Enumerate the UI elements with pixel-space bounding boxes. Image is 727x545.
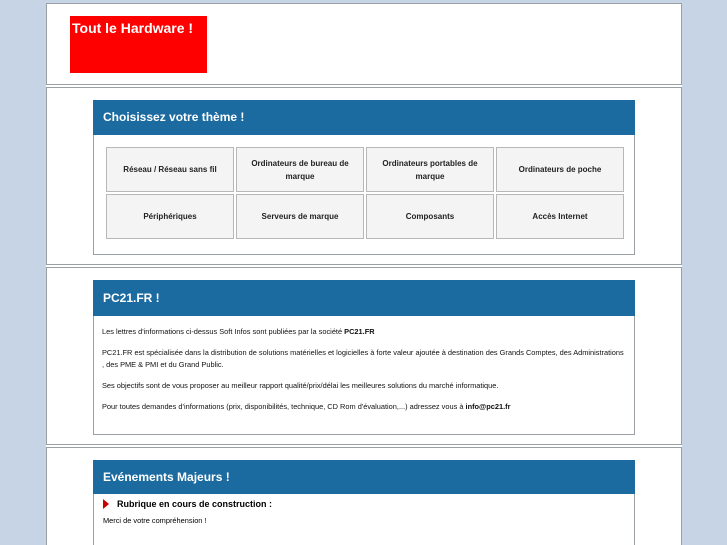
page-container: [46, 3, 682, 545]
theme-ordinateurs-poche[interactable]: Ordinateurs de poche: [496, 147, 624, 192]
pc21-email-link[interactable]: info@pc21.fr: [465, 402, 511, 411]
theme-section-title: Choisissez votre thème !: [93, 100, 635, 135]
pc21-paragraph-3: Ses objectifs sont de vous proposer au meilleur rapport qualité/prix/délai les meilleures solutions du marché informatique.: [102, 381, 499, 390]
site-logo[interactable]: [70, 16, 207, 73]
theme-peripheriques[interactable]: Périphériques: [106, 194, 234, 239]
events-panel: [93, 494, 635, 545]
pc21-paragraph-1: Les lettres d'informations ci-dessus Soft Infos sont publiées par la société PC21.FR: [102, 327, 375, 336]
events-item-message: Merci de votre compréhension !: [103, 516, 207, 525]
theme-grid: [106, 147, 624, 239]
pc21-paragraph-4: Pour toutes demandes d'informations (prix, disponibilités, technique, CD Rom d'évaluation,...) adressez vous à info@pc21.fr: [102, 402, 511, 411]
pc21-company: PC21.FR: [344, 327, 375, 336]
theme-serveurs[interactable]: Serveurs de marque: [236, 194, 364, 239]
theme-panel: [93, 135, 635, 255]
events-item-title: Rubrique en cours de construction :: [117, 499, 273, 509]
theme-ordinateurs-bureau[interactable]: Ordinateurs de bureau de marque: [236, 147, 364, 192]
bullet-arrow-icon: [103, 499, 109, 509]
pc21-section-title: PC21.FR !: [93, 280, 635, 316]
pc21-section: [46, 267, 682, 445]
theme-ordinateurs-portables[interactable]: Ordinateurs portables de marque: [366, 147, 494, 192]
site-logo-text: Tout le Hardware !: [72, 20, 194, 36]
theme-composants[interactable]: Composants: [366, 194, 494, 239]
header-block: [46, 3, 682, 85]
events-section-title: Evénements Majeurs !: [93, 460, 635, 494]
events-item: [103, 499, 272, 509]
events-section: [46, 447, 682, 545]
theme-acces-internet[interactable]: Accès Internet: [496, 194, 624, 239]
pc21-paragraph-2: PC21.FR est spécialisée dans la distribution de solutions matérielles et logicielles à forte valeur ajoutée à destination des Grands Comptes, des Administrations , des PME & PMI et du Grand Public.: [102, 348, 624, 369]
pc21-panel: [93, 316, 635, 435]
theme-reseau[interactable]: Réseau / Réseau sans fil: [106, 147, 234, 192]
theme-section: [46, 87, 682, 265]
